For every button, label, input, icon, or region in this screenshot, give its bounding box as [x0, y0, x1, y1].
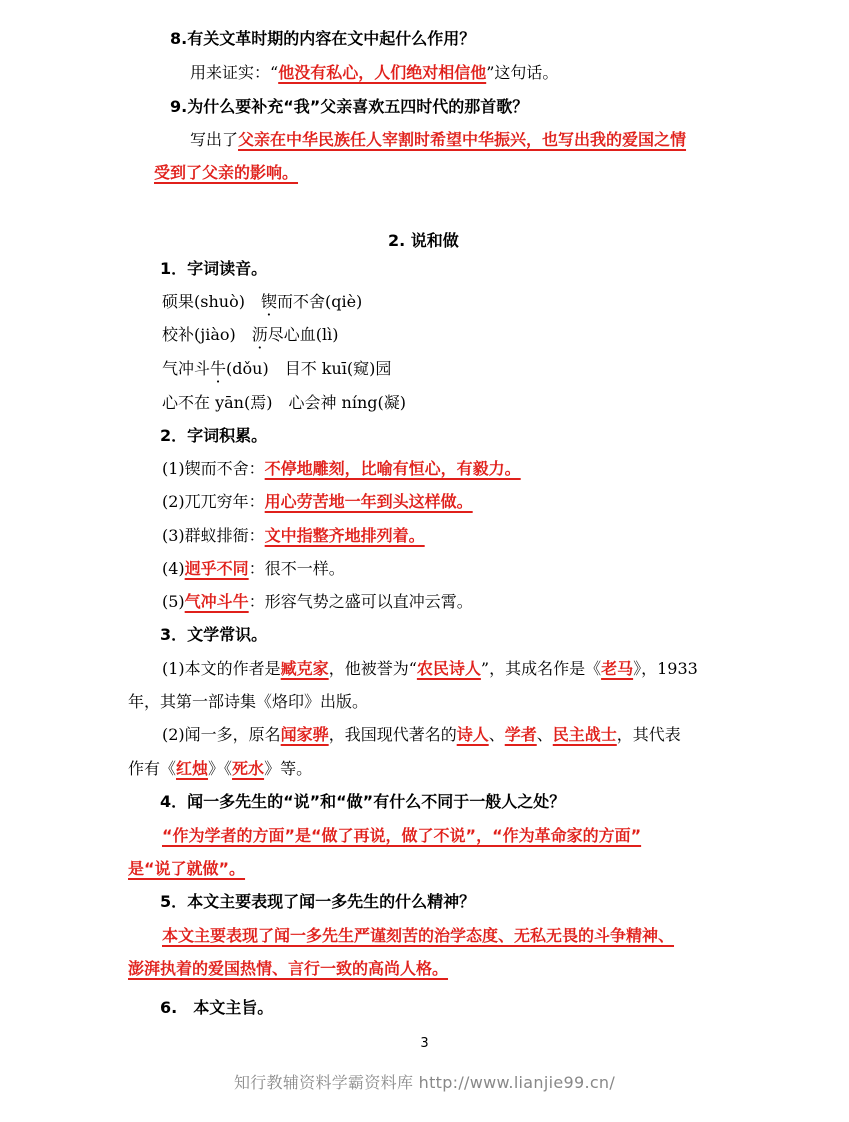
- vocab-4-num: (4): [162, 559, 185, 578]
- vocab-1-term: (1)锲而不舍：: [162, 459, 265, 478]
- pron-3-pre: 气冲斗: [162, 359, 211, 378]
- pron-3-post: (dǒu) 目不 kuī(窥)园: [226, 359, 392, 378]
- vocab-1-answer: 不停地雕刻，比喻有恒心，有毅力。: [264, 459, 521, 478]
- lit-answer-work-1: 红烛: [176, 759, 209, 778]
- lit-answer-title: 农民诗人: [416, 659, 481, 678]
- vocab-2-term: (2)兀兀穷年：: [162, 492, 265, 511]
- lit-text: ”，其成名作是《: [480, 659, 602, 678]
- answer-5-line2: [128, 958, 448, 980]
- answer-8-prefix: 用来证实：“: [190, 63, 279, 82]
- vocab-1: [162, 458, 521, 480]
- vocab-2-answer: 用心劳苦地一年到头这样做。: [264, 492, 473, 511]
- question-9: 9.为什么要补充“我”父亲喜欢五四时代的那首歌？: [170, 97, 529, 116]
- answer-4-line1: [162, 825, 641, 847]
- literature-1-line2: 年，其第一部诗集《烙印》出版。: [128, 692, 369, 711]
- answer-5-text-1: 本文主要表现了闻一多先生严谨刻苦的治学态度、无私无畏的斗争精神、: [162, 926, 675, 945]
- lit-text: ，其代表: [616, 725, 681, 744]
- lit-text: 、: [488, 725, 505, 744]
- answer-9-key-1: 父亲在中华民族任人宰割时希望中华振兴，也写出我的爱国之情: [238, 130, 687, 149]
- heading-pronunciation: 1．字词读音。: [160, 259, 268, 278]
- vocab-5-answer: 气冲斗牛: [184, 592, 249, 611]
- lit-text: 》，1933: [633, 659, 698, 678]
- vocab-3-term: (3)群蚁排衙：: [162, 526, 265, 545]
- footer-watermark: 知行教辅资料学霸资料库 http://www.lianjie99.cn/: [233, 1073, 616, 1092]
- answer-9-line2: [154, 162, 298, 184]
- question-8: 8.有关文革时期的内容在文中起什么作用？: [170, 29, 476, 48]
- lit-text: (1)本文的作者是: [162, 659, 281, 678]
- pron-1-dot: 锲: [260, 292, 277, 311]
- vocab-5: [162, 591, 473, 613]
- answer-5-text-2: 澎湃执着的爱国热情、言行一致的高尚人格。: [128, 959, 449, 978]
- pronunciation-row-4: 心不在 yān(焉) 心会神 níng(凝): [162, 393, 406, 412]
- lit-text: (2)闻一多，原名: [162, 725, 281, 744]
- pron-2-post: 尽心血(lì): [267, 325, 339, 344]
- answer-4-text-2: 是“说了就做”。: [128, 859, 246, 878]
- lit-answer-scholar: 学者: [504, 725, 537, 744]
- question-5: 5．本文主要表现了闻一多先生的什么精神？: [160, 892, 476, 911]
- lit-answer-work: 老马: [601, 659, 634, 678]
- vocab-3-answer: 文中指整齐地排列着。: [264, 526, 425, 545]
- page-number: 3: [420, 1036, 429, 1051]
- lit-answer-poet: 诗人: [456, 725, 489, 744]
- answer-4-line2: [128, 858, 245, 880]
- literature-2-line1: [162, 724, 681, 746]
- literature-1-line1: [162, 658, 698, 680]
- answer-8-key: 他没有私心，人们绝对相信他: [278, 63, 487, 82]
- pronunciation-row-1: [162, 291, 362, 313]
- section-title: 2. 说和做: [388, 231, 459, 250]
- lit-text: ，我国现代著名的: [328, 725, 457, 744]
- lit-answer-fighter: 民主战士: [552, 725, 617, 744]
- answer-9-key-2: 受到了父亲的影响。: [154, 163, 299, 182]
- pron-2-pre: 校补(jiào): [162, 325, 252, 344]
- lit-text: 、: [536, 725, 553, 744]
- answer-4-text-1: “作为学者的方面”是“做了再说，做了不说”，“作为革命家的方面”: [162, 826, 642, 845]
- vocab-3: [162, 525, 425, 547]
- vocab-4: [162, 558, 345, 580]
- lit-text: 作有《: [128, 759, 177, 778]
- answer-8: [190, 62, 558, 84]
- lit-text: ，他被誉为“: [328, 659, 417, 678]
- lit-text: 》等。: [264, 759, 313, 778]
- literature-2-line2: [128, 758, 312, 780]
- lit-answer-work-2: 死水: [232, 759, 265, 778]
- pronunciation-row-3: [162, 358, 391, 380]
- pron-1-post: 而不舍(qiè): [276, 292, 363, 311]
- lit-text: 》《: [208, 759, 233, 778]
- vocab-5-num: (5): [162, 592, 185, 611]
- vocab-2: [162, 491, 473, 513]
- heading-literature: 3．文学常识。: [160, 625, 268, 644]
- vocab-5-meaning: ：形容气势之盛可以直冲云霄。: [248, 592, 473, 611]
- vocab-4-meaning: ：很不一样。: [248, 559, 345, 578]
- answer-5-line1: [162, 925, 674, 947]
- question-6: 6. 本文主旨。: [160, 998, 274, 1017]
- pron-3-dot: 牛: [210, 359, 227, 378]
- lit-answer-author: 臧克家: [280, 659, 329, 678]
- pron-2-dot: 沥: [251, 325, 268, 344]
- answer-9-line1: [190, 129, 686, 151]
- question-4: 4．闻一多先生的“说”和“做”有什么不同于一般人之处？: [160, 792, 566, 811]
- heading-vocabulary: 2．字词积累。: [160, 426, 268, 445]
- vocab-4-answer: 迥乎不同: [184, 559, 249, 578]
- pron-1-pre: 硕果(shuò): [162, 292, 261, 311]
- answer-9-prefix: 写出了: [190, 130, 239, 149]
- lit-answer-name: 闻家骅: [280, 725, 329, 744]
- answer-8-suffix: ”这句话。: [486, 63, 559, 82]
- pronunciation-row-2: [162, 324, 339, 346]
